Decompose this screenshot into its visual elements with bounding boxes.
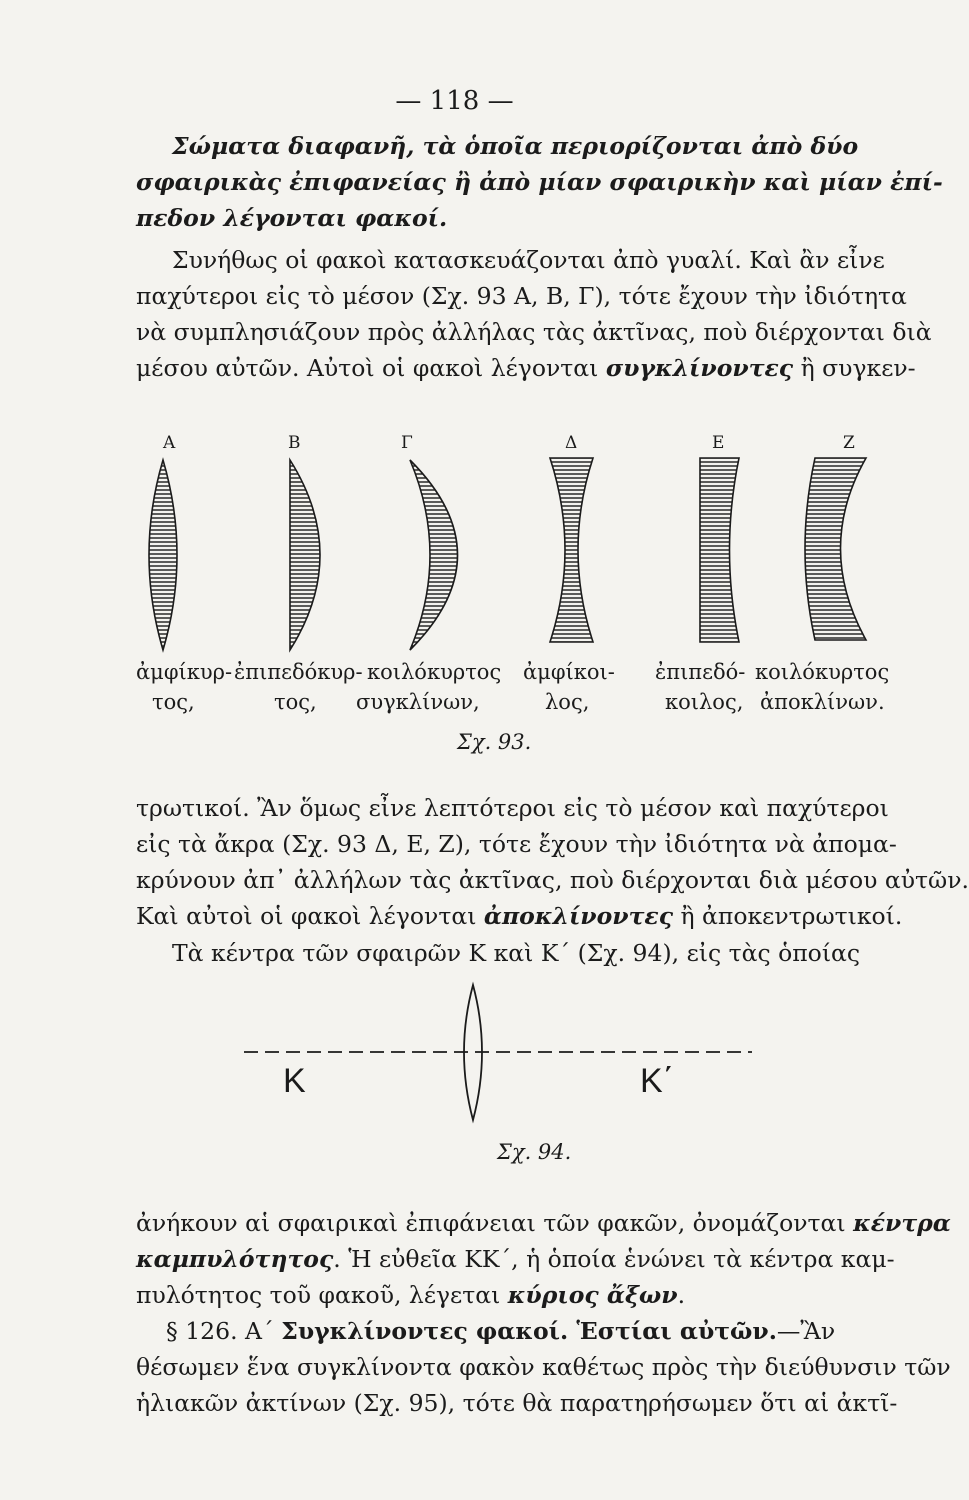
text-span: Καὶ αὐτοὶ οἱ φακοὶ λέγονται (136, 902, 484, 930)
section-title: Συγκλίνοντες φακοί. Ἑστίαι αὐτῶν. (281, 1317, 777, 1345)
term-converging: συγκλίνοντες (605, 354, 794, 382)
caption-e-2: κοιλος, (665, 690, 744, 714)
text-line: πεδον λέγονται φακοί. (136, 204, 448, 232)
lens-letter-c: Γ (401, 433, 413, 453)
section-heading-line (136, 1313, 878, 1349)
caption-f-1: κοιλόκυρτος (755, 660, 890, 684)
text-line: Τὰ κέντρα τῶν σφαιρῶν Κ καὶ Κ΄ (Σχ. 94), εἰς τὰς ὁποίας (172, 939, 861, 967)
text-line: θέσωμεν ἕνα συγκλίνοντα φακὸν καθέτως πρὸς τὴν διεύθυνσιν τῶν (136, 1353, 951, 1381)
term-diverging: ἀποκλίνοντες (483, 902, 674, 930)
text-line: παχύτεροι εἰς τὸ μέσον (Σχ. 93 Α, Β, Γ), τότε ἔχουν τὴν ἰδιότητα (136, 282, 907, 310)
text-line: κρύνουν ἀπ᾿ ἀλλήλων τὰς ἀκτῖνας, ποὺ διέρχονται διὰ μέσου αὐτῶν. (136, 866, 969, 894)
section-number: § 126. Α΄ (166, 1317, 282, 1345)
text-line: τρωτικοί. Ἂν ὅμως εἶνε λεπτότεροι εἰς τὸ μέσον καὶ παχύτεροι (136, 794, 889, 822)
text-line (136, 1205, 951, 1241)
figure-93-caption: Σχ. 93. (457, 730, 532, 754)
term-centers: κέντρα (853, 1209, 951, 1237)
lens-letter-b: Β (288, 433, 301, 453)
text-span: πυλότητος τοῦ φακοῦ, λέγεται (136, 1281, 508, 1309)
term-curvature: καμπυλότητος (136, 1245, 334, 1273)
text-span: . (677, 1281, 686, 1309)
text-line (136, 1277, 878, 1313)
section-126 (136, 1313, 951, 1421)
lens-letter-a: Α (163, 433, 176, 453)
text-line: Σώματα διαφανῆ, τὰ ὁποῖα περιορίζονται ἀπὸ δύο (172, 132, 859, 160)
text-span: . Ἡ εὐθεῖα ΚΚ΄, ἡ ὁποία ἑνώνει τὰ κέντρα καμ- (333, 1245, 895, 1273)
caption-f-2: ἀποκλίνων. (760, 690, 885, 714)
page-number: — 118 — (395, 86, 514, 116)
caption-d-1: ἀμφίκοι- (523, 660, 615, 684)
lens-letter-e: Ε (712, 433, 725, 453)
term-principal-axis: κύριος ἄξων (507, 1281, 678, 1309)
lens-letter-f: Ζ (843, 433, 855, 453)
caption-a-1: ἀμφίκυρ- (136, 660, 233, 684)
lens-letter-d: Δ (565, 433, 578, 453)
text-span: —Ἂν (776, 1317, 836, 1345)
caption-c-2: συγκλίνων, (356, 690, 480, 714)
caption-b-2: τος, (274, 690, 317, 714)
caption-d-2: λος, (545, 690, 590, 714)
text-line (136, 1241, 895, 1277)
text-line: ἡλιακῶν ἀκτίνων (Σχ. 95), τότε θὰ παρατηρήσωμεν ὅτι αἱ ἀκτῖ- (136, 1389, 898, 1417)
figure-94-caption: Σχ. 94. (497, 1140, 572, 1164)
center-k-label: Κ (283, 1062, 306, 1100)
text-span: μέσου αὐτῶν. Αὐτοὶ οἱ φακοὶ λέγονται (136, 354, 606, 382)
center-k-prime-label: Κ΄ (640, 1062, 674, 1100)
text-span: ἢ συγκεν- (793, 354, 916, 382)
text-line: νὰ συμπλησιάζουν πρὸς ἀλλήλας τὰς ἀκτῖνας, ποὺ διέρχονται διὰ (136, 318, 932, 346)
paragraph-axis (136, 1205, 951, 1313)
text-span: ἀνήκουν αἱ σφαιρικαὶ ἐπιφάνειαι τῶν φακῶν, ὀνομάζονται (136, 1209, 854, 1237)
text-line: εἰς τὰ ἄκρα (Σχ. 93 Δ, Ε, Ζ), τότε ἔχουν τὴν ἰδιότητα νὰ ἀπομα- (136, 830, 897, 858)
text-line: σφαιρικὰς ἐπιφανείας ἢ ἀπὸ μίαν σφαιρικὴν καὶ μίαν ἐπί- (136, 168, 943, 196)
caption-c-1: κοιλόκυρτος (367, 660, 502, 684)
text-line: Συνήθως οἱ φακοὶ κατασκευάζονται ἀπὸ γυαλί. Καὶ ἂν εἶνε (172, 246, 885, 274)
caption-e-1: ἐπιπεδό- (655, 660, 746, 684)
caption-a-2: τος, (152, 690, 195, 714)
text-span: ἢ ἀποκεντρωτικοί. (673, 902, 903, 930)
caption-b-1: ἐπιπεδόκυρ- (234, 660, 363, 684)
